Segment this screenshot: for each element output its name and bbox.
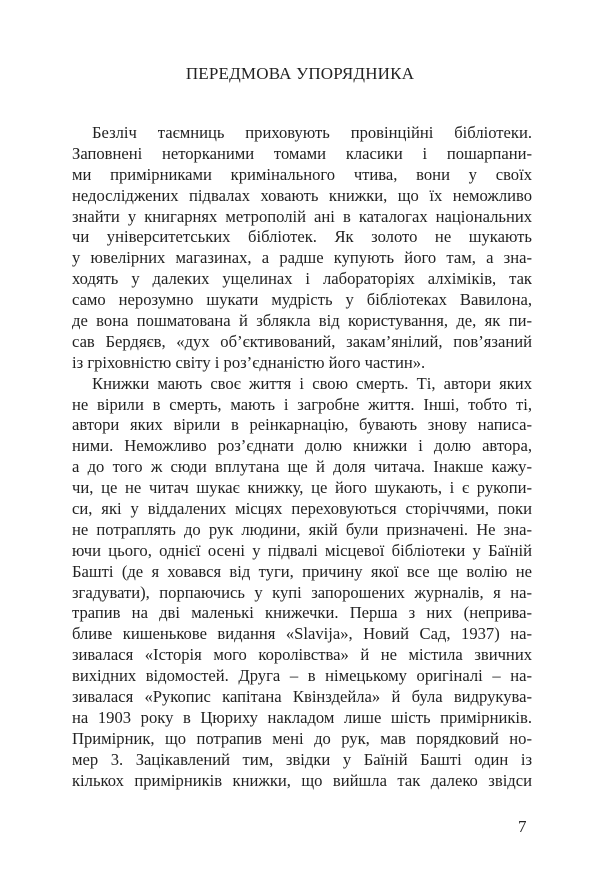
text-line: чи, це не читач шукає книжку, це його шукають, і є рукопи- xyxy=(72,478,532,498)
chapter-title: ПЕРЕДМОВА УПОРЯДНИКА xyxy=(185,64,415,83)
text-line: ними. Неможливо роз’єднати долю книжки і долю автора, xyxy=(72,436,532,456)
text-line: на 1903 року в Цюриху накладом лише шість примірників. xyxy=(72,707,532,727)
text-line: Примірник, що потрапив мені до рук, мав порядковий но- xyxy=(72,728,532,748)
text-line: ми примірниками кримінального чтива, вони у своїх xyxy=(72,164,532,184)
text-line: кількох примірників книжки, що вийшла так далеко звідси xyxy=(72,770,532,790)
text-line: не вірили в смерть, мають і загробне життя. Інші, тобто ті, xyxy=(72,394,532,414)
text-line: ходять у далеких ущелинах і лабораторіях алхіміків, так xyxy=(72,269,532,289)
text-line: недосліджених підвалах ховають книжки, що їх неможливо xyxy=(72,185,532,205)
text-line: вихідних відомостей. Друга – в німецькому оригіналі – на- xyxy=(72,666,532,686)
text-line: си, які у віддалених місцях переховуються сторіччями, поки xyxy=(72,499,532,519)
text-line: само нерозумно шукати мудрість у бібліотеках Вавилона, xyxy=(72,290,532,310)
text-line: Заповнені неторканими томами класики і пошарпани- xyxy=(72,143,532,163)
text-line: Книжки мають своє життя і свою смерть. Ті, автори яких xyxy=(92,373,532,393)
text-line: Башті (де я ховався від туги, причину якої все ще волію не xyxy=(72,561,532,581)
page-number: 7 xyxy=(518,817,527,836)
text-line: Безліч таємниць приховують провінційні бібліотеки. xyxy=(92,123,532,142)
text-line: ючи цього, однієї осені у підвалі місцевої бібліотеки у Баїній xyxy=(72,540,532,560)
text-line: знайти у книгарнях метрополій ані в каталогах національних xyxy=(72,206,532,226)
text-line: трапив на дві маленькі книжечки. Перша з них (неприва- xyxy=(72,603,532,623)
text-line: а до того ж сюди вплутана ще й доля читача. Інакше кажу- xyxy=(72,457,532,477)
text-line: мер 3. Зацікавлений тим, звідки у Баїній Башті один із xyxy=(72,749,532,769)
text-line: де вона пошматована й зблякла від користування, де, як пи- xyxy=(72,311,532,331)
text-line: згадувати), порпаючись у купі запорошених журналів, я на- xyxy=(72,582,532,602)
text-line: автори яких вірили в реінкарнацію, бувають знову написа- xyxy=(72,415,532,435)
text-line: чи університетських бібліотек. Як золото не шукають xyxy=(72,227,532,247)
text-line: зивалася «Рукопис капітана Квінздейла» й була видрукува- xyxy=(72,687,532,707)
text-line: сав Бердяєв, «дух об’єктивований, закам’янілий, пов’язаний xyxy=(72,331,532,351)
body-text xyxy=(72,123,532,792)
text-line: зивалася «Історія мого королівства» й не містила звичних xyxy=(72,645,532,665)
text-line: у ювелірних магазинах, а радше купують його там, а зна- xyxy=(72,248,532,268)
text-line: не потраплять до рук людини, якій були призначені. Не зна- xyxy=(72,519,532,539)
text-line: бливе кишенькове видання «Slavija», Новий Сад, 1937) на- xyxy=(72,624,532,644)
text-line: із гріховністю світу і роз’єднаністю його частин». xyxy=(72,352,426,372)
